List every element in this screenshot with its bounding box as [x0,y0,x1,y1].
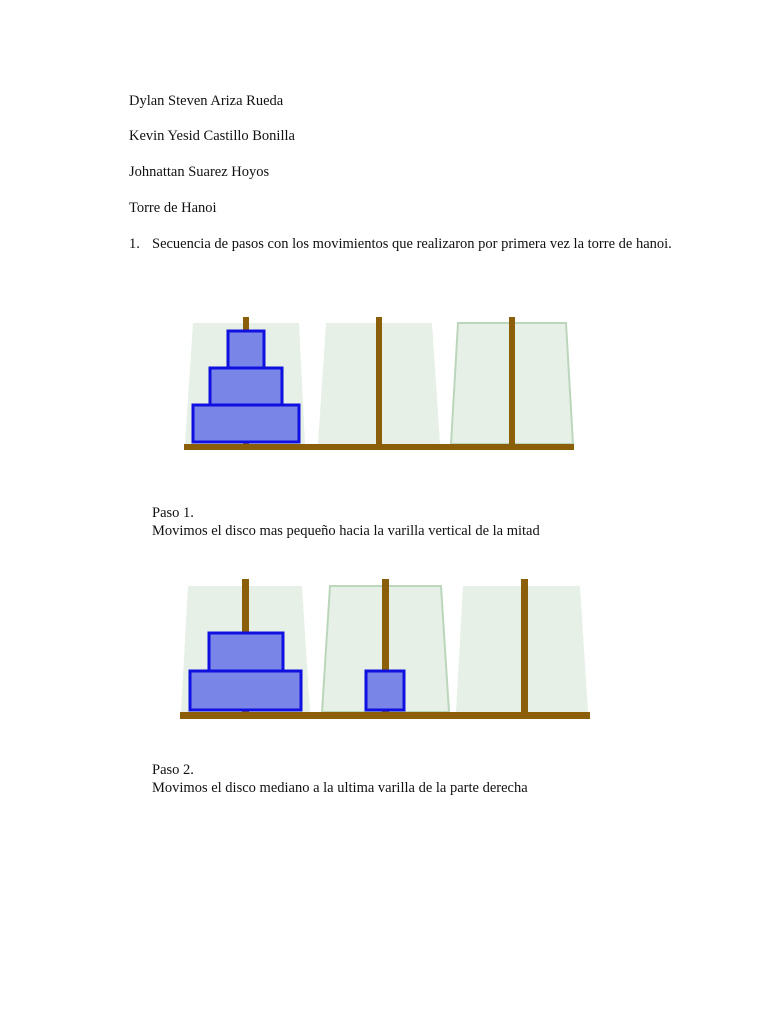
peg-rod-right [521,579,528,713]
disk-small [366,671,404,710]
step-1-label: Paso 1. [152,505,194,521]
base-bar [180,712,590,719]
list-number: 1. [129,236,140,252]
question-text: Secuencia de pasos con los movimientos que realizaron por primera vez la torre de hanoi. [152,236,672,252]
step-2-label: Paso 2. [152,762,194,778]
step-1-description: Movimos el disco mas pequeño hacia la varilla vertical de la mitad [152,523,540,539]
disk-large [190,671,301,710]
step-2-description: Movimos el disco mediano a la ultima varilla de la parte derecha [152,780,528,796]
author-name-1: Dylan Steven Ariza Rueda [129,93,284,109]
document-title: Torre de Hanoi [129,200,217,216]
author-name-3: Johnattan Suarez Hoyos [129,164,270,180]
author-name-2: Kevin Yesid Castillo Bonilla [129,128,295,144]
disk-medium [209,633,283,671]
